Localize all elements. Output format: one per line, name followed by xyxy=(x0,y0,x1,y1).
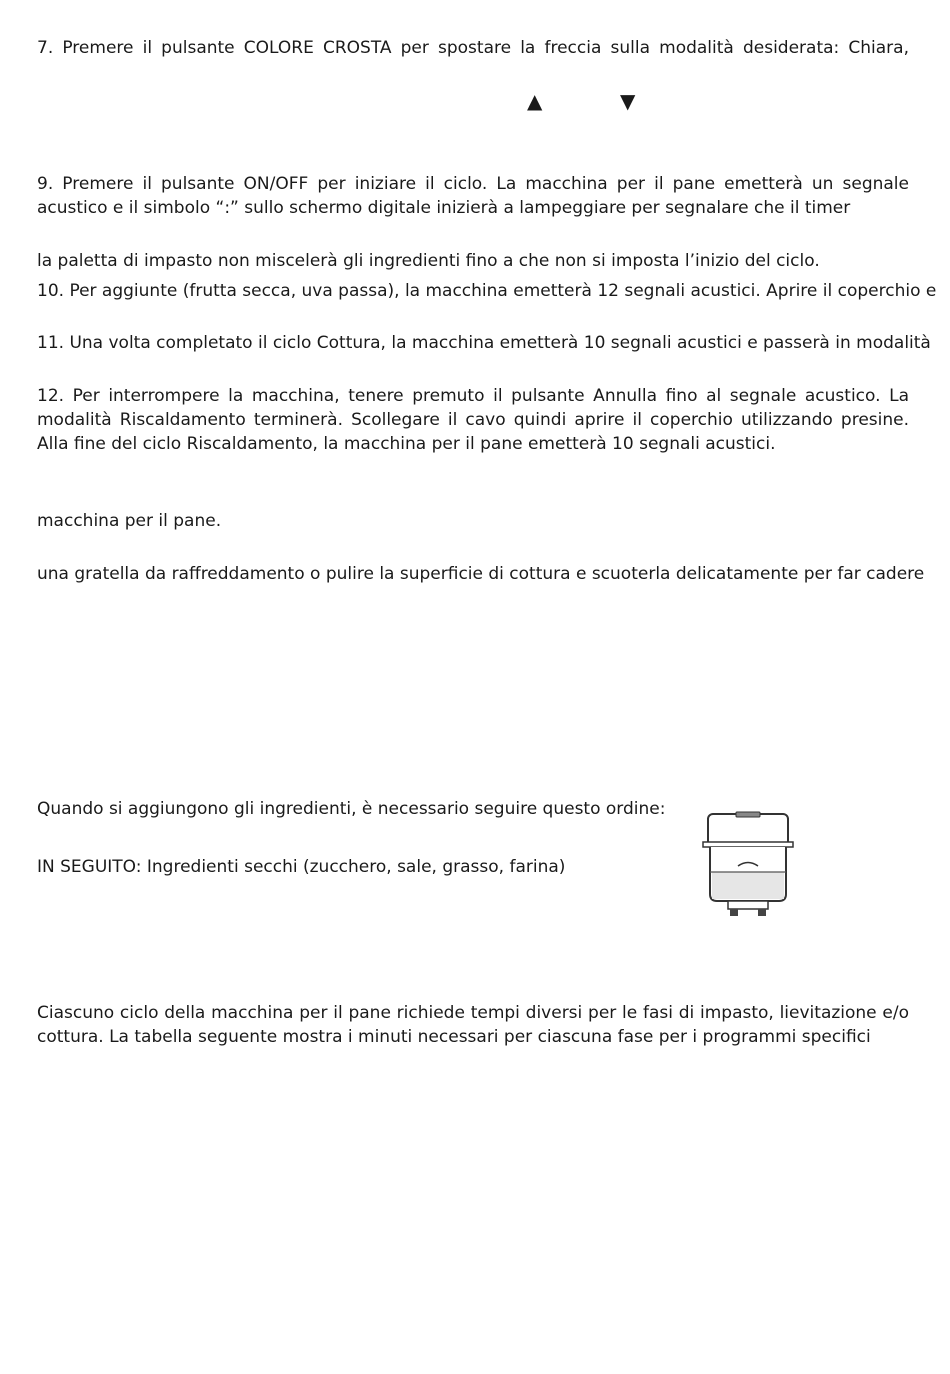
step-12-text: 12. Per interrompere la macchina, tenere premuto il pulsante Annulla fino al segnale acustico. La modalità Riscaldamento terminerà. Scollegare il cavo quindi aprire il coperchio utilizzando presine. Alla fine del ciclo Riscaldamento, la macchina per il pane emetterà 10 segnali acustici. xyxy=(37,386,909,454)
dry-ingredients-text: IN SEGUITO: Ingredienti secchi (zucchero, sale, grasso, farina) xyxy=(37,857,566,877)
paddle-note-text: la paletta di impasto non miscelerà gli ingredienti fino a che non si imposta l’inizio del ciclo. xyxy=(37,251,820,271)
step-7-text: 7. Premere il pulsante COLORE CROSTA per spostare la freccia sulla modalità desiderata: Chiara, xyxy=(37,38,909,58)
cycle-times-text: Ciascuno ciclo della macchina per il pane richiede tempi diversi per le fasi di impasto, lievitazione e/o cottura. La tabella seguente mostra i minuti necessari per ciascuna fase per i programmi specifici xyxy=(37,1003,909,1047)
step-11-text: 11. Una volta completato il ciclo Cottura, la macchina emetterà 10 segnali acustici e passerà in modalità xyxy=(37,333,931,353)
machine-text: macchina per il pane. xyxy=(37,511,222,531)
cooling-rack-text: una gratella da raffreddamento o pulire la superficie di cottura e scuoterla delicatamente per far cadere xyxy=(37,564,925,584)
up-arrow-icon: ▲ xyxy=(527,89,543,113)
ingredient-order-text: Quando si aggiungono gli ingredienti, è necessario seguire questo ordine: xyxy=(37,799,666,819)
step-10-text: 10. Per aggiunte (frutta secca, uva passa), la macchina emetterà 12 segnali acustici. Aprire il coperchio e xyxy=(37,281,937,301)
bread-machine-icon xyxy=(700,808,796,920)
step-9-text: 9. Premere il pulsante ON/OFF per iniziare il ciclo. La macchina per il pane emetterà un segnale acustico e il simbolo “:” sullo schermo digitale inizierà a lampeggiare per segnalare che il timer xyxy=(37,174,909,218)
down-arrow-icon: ▼ xyxy=(620,89,636,113)
